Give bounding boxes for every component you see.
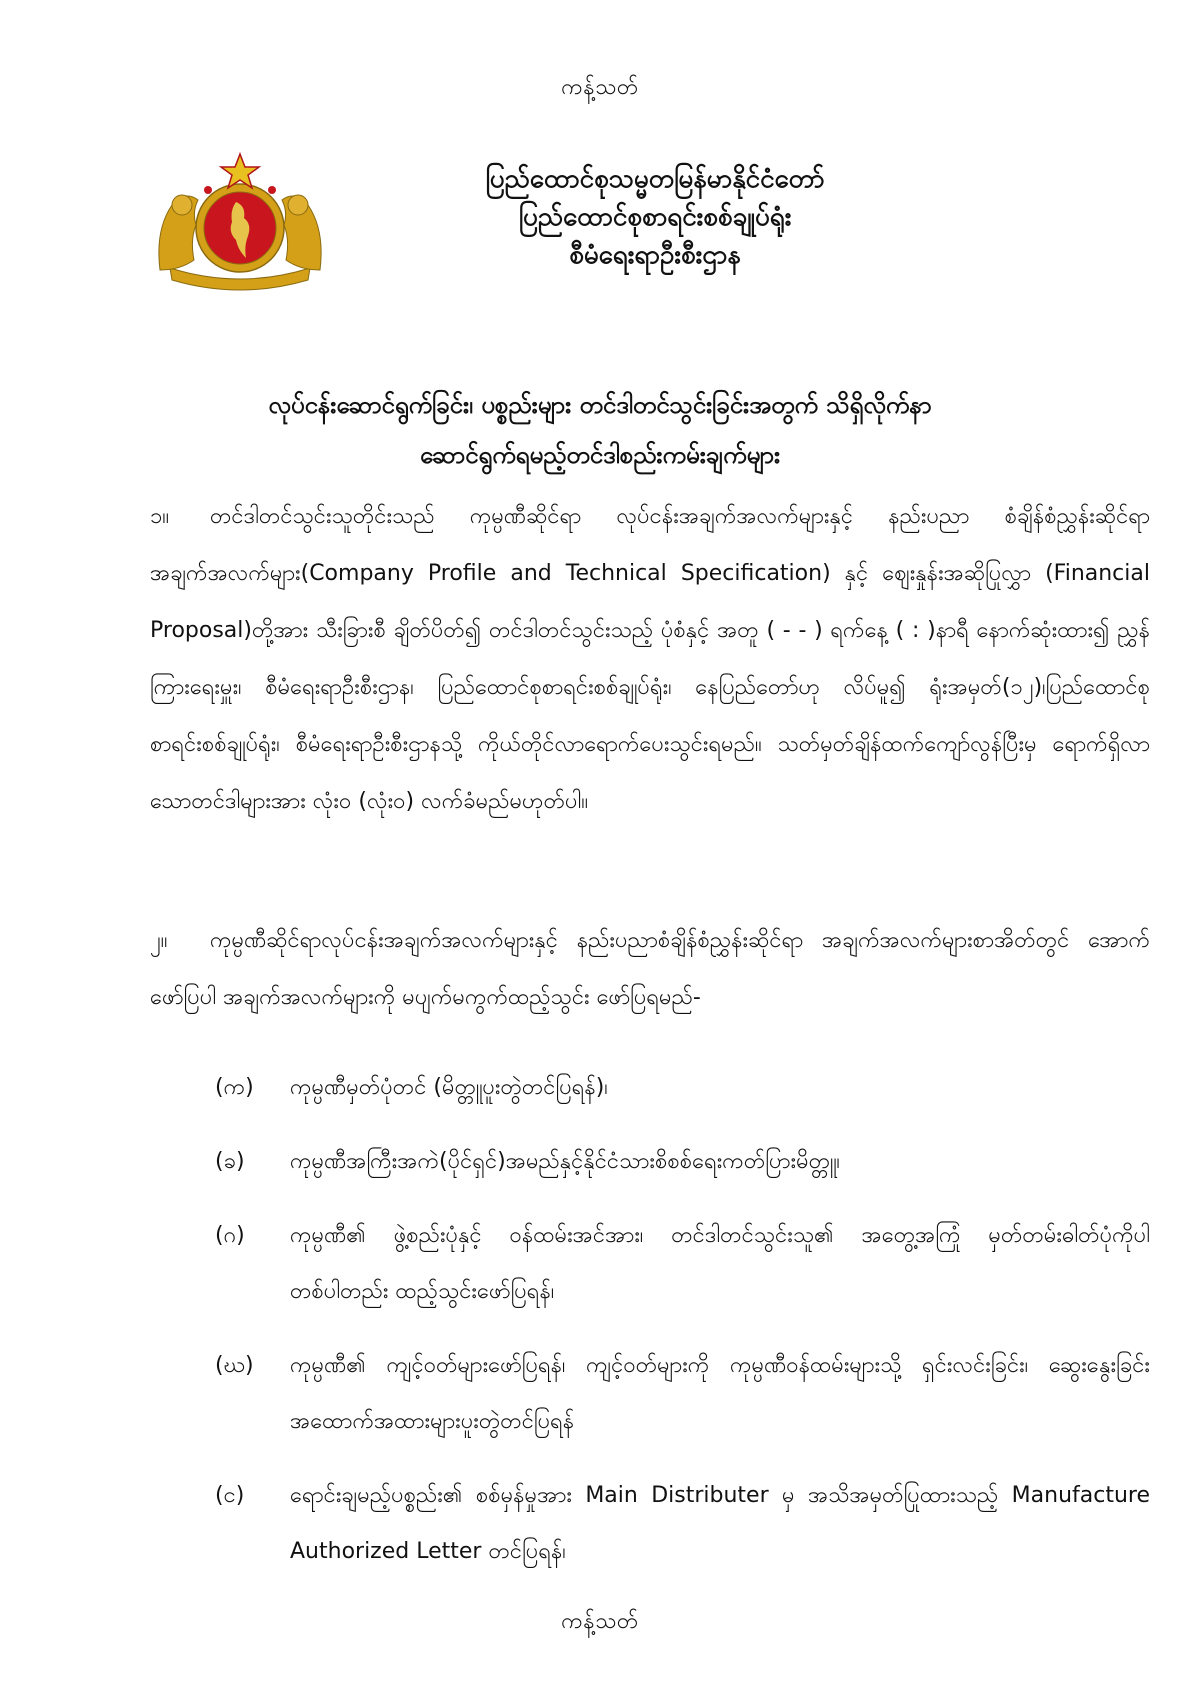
document-title xyxy=(100,380,1100,480)
list-item-text: ကုမ္ပဏီ၏ ဖွဲ့စည်းပုံနှင့် ဝန်ထမ်းအင်အား၊ တင်ဒါတင်သွင်းသူ၏ အတွေ့အကြုံ မှတ်တမ်းဓါတ်ပုံကိုပါ တစ်ပါတည်း ထည့်သွင်းဖော်ပြရန်၊ xyxy=(290,1223,1150,1304)
list-item-text: ကုမ္ပဏီမှတ်ပုံတင် (မိတ္တူပူးတွဲတင်ပြရန်)၊ xyxy=(290,1075,608,1100)
list-item-text: ကုမ္ပဏီ၏ ကျင့်ဝတ်များဖော်ပြရန်၊ ကျင့်ဝတ်များကို ကုမ္ပဏီဝန်ထမ်းများသို့ ရှင်းလင်းခြင်း၊ ဆွေးနွေးခြင်း အထောက်အထားများပူးတွဲတင်ပြရန် xyxy=(290,1353,1150,1434)
list-item xyxy=(150,1338,1150,1450)
restricted-label-top: ကန့်သတ် xyxy=(561,75,639,100)
list-item-marker: (က) xyxy=(215,1075,254,1100)
list-item-marker: (ဂ) xyxy=(215,1223,245,1248)
paragraph-text: တင်ဒါတင်သွင်းသူတိုင်းသည် ကုမ္ပဏီဆိုင်ရာ လုပ်ငန်းအချက်အလက်များနှင့် နည်းပညာ စံချိန်စံညွှန်းဆိုင်ရာအချက်အလက်များ(Company Profile and Technical Specification) နှင့် ဈေးနှုန်းအဆိုပြုလွှာ (Financial Proposal)တို့အား သီးခြားစီ ချိတ်ပိတ်၍ တင်ဒါတင်သွင်းသည့် ပုံစံနှင့် အတူ ( - - ) ရက်နေ့ ( : )နာရီ နောက်ဆုံးထား၍ ညွှန်ကြားရေးမှူး၊ စီမံရေးရာဦးစီးဌာန၊ ပြည်ထောင်စုစာရင်းစစ်ချုပ်ရုံး၊ နေပြည်တော်ဟု လိပ်မူ၍ ရုံးအမှတ်(၁၂)၊ပြည်ထောင်စုစာရင်းစစ်ချုပ်ရုံး၊ စီမံရေးရာဦးစီးဌာနသို့ ကိုယ်တိုင်လာရောက်ပေးသွင်းရမည်။ သတ်မှတ်ချိန်ထက်ကျော်လွန်ပြီးမှ ရောက်ရှိလာသောတင်ဒါများအား လုံး၀ (လုံး၀) လက်ခံမည်မဟုတ်ပါ။ xyxy=(150,504,1150,814)
title-line-2: ဆောင်ရွက်ရမည့်တင်ဒါစည်းကမ်းချက်များ xyxy=(419,441,781,469)
header-department: စီမံရေးရာဦးစီးဌာန xyxy=(569,240,741,270)
paragraph-2 xyxy=(150,912,1150,1026)
list-item xyxy=(150,1208,1150,1320)
restricted-label-bottom: ကန့်သတ် xyxy=(561,1609,639,1634)
office-header xyxy=(330,160,980,274)
paragraph-1 xyxy=(150,488,1150,830)
list-item-text: ကုမ္ပဏီအကြီးအကဲ(ပိုင်ရှင်)အမည်နှင့်နိုင်ငံသားစိစစ်ရေးကတ်ပြားမိတ္တူ၊ xyxy=(290,1149,840,1174)
paragraph-text: ကုမ္ပဏီဆိုင်ရာလုပ်ငန်းအချက်အလက်များနှင့် နည်းပညာစံချိန်စံညွှန်းဆိုင်ရာ အချက်အလက်များစာအိတ်တွင် အောက်ဖော်ပြပါ အချက်အလက်များကို မပျက်မကွက်ထည့်သွင်း ဖော်ပြရမည်- xyxy=(150,928,1150,1010)
paragraph-number: ၂။ xyxy=(150,928,168,953)
header-office: ပြည်ထောင်စုစာရင်းစစ်ချုပ်ရုံး xyxy=(518,202,792,232)
header-country: ပြည်ထောင်စုသမ္မတမြန်မာနိုင်ငံတော် xyxy=(485,164,825,194)
list-item xyxy=(150,1134,1150,1190)
title-line-1: လုပ်ငန်းဆောင်ရွက်ခြင်း၊ ပစ္စည်းများ တင်ဒါတင်သွင်းခြင်းအတွက် သိရှိလိုက်နာ xyxy=(268,391,932,419)
requirement-list xyxy=(150,1060,1150,1598)
list-item-text: ရောင်းချမည့်ပစ္စည်း၏ စစ်မှန်မှုအား Main Distributer မှ အသိအမှတ်ပြုထားသည့် Manufacture Authorized Letter တင်ပြရန်၊ xyxy=(290,1483,1150,1564)
list-item-marker: (ခ) xyxy=(215,1149,245,1174)
list-item-marker: (င) xyxy=(215,1483,245,1508)
paragraph-number: ၁။ xyxy=(150,504,170,529)
list-item xyxy=(150,1060,1150,1116)
list-item xyxy=(150,1468,1150,1580)
list-item-marker: (ဃ) xyxy=(215,1353,254,1378)
state-seal-icon xyxy=(150,150,330,300)
